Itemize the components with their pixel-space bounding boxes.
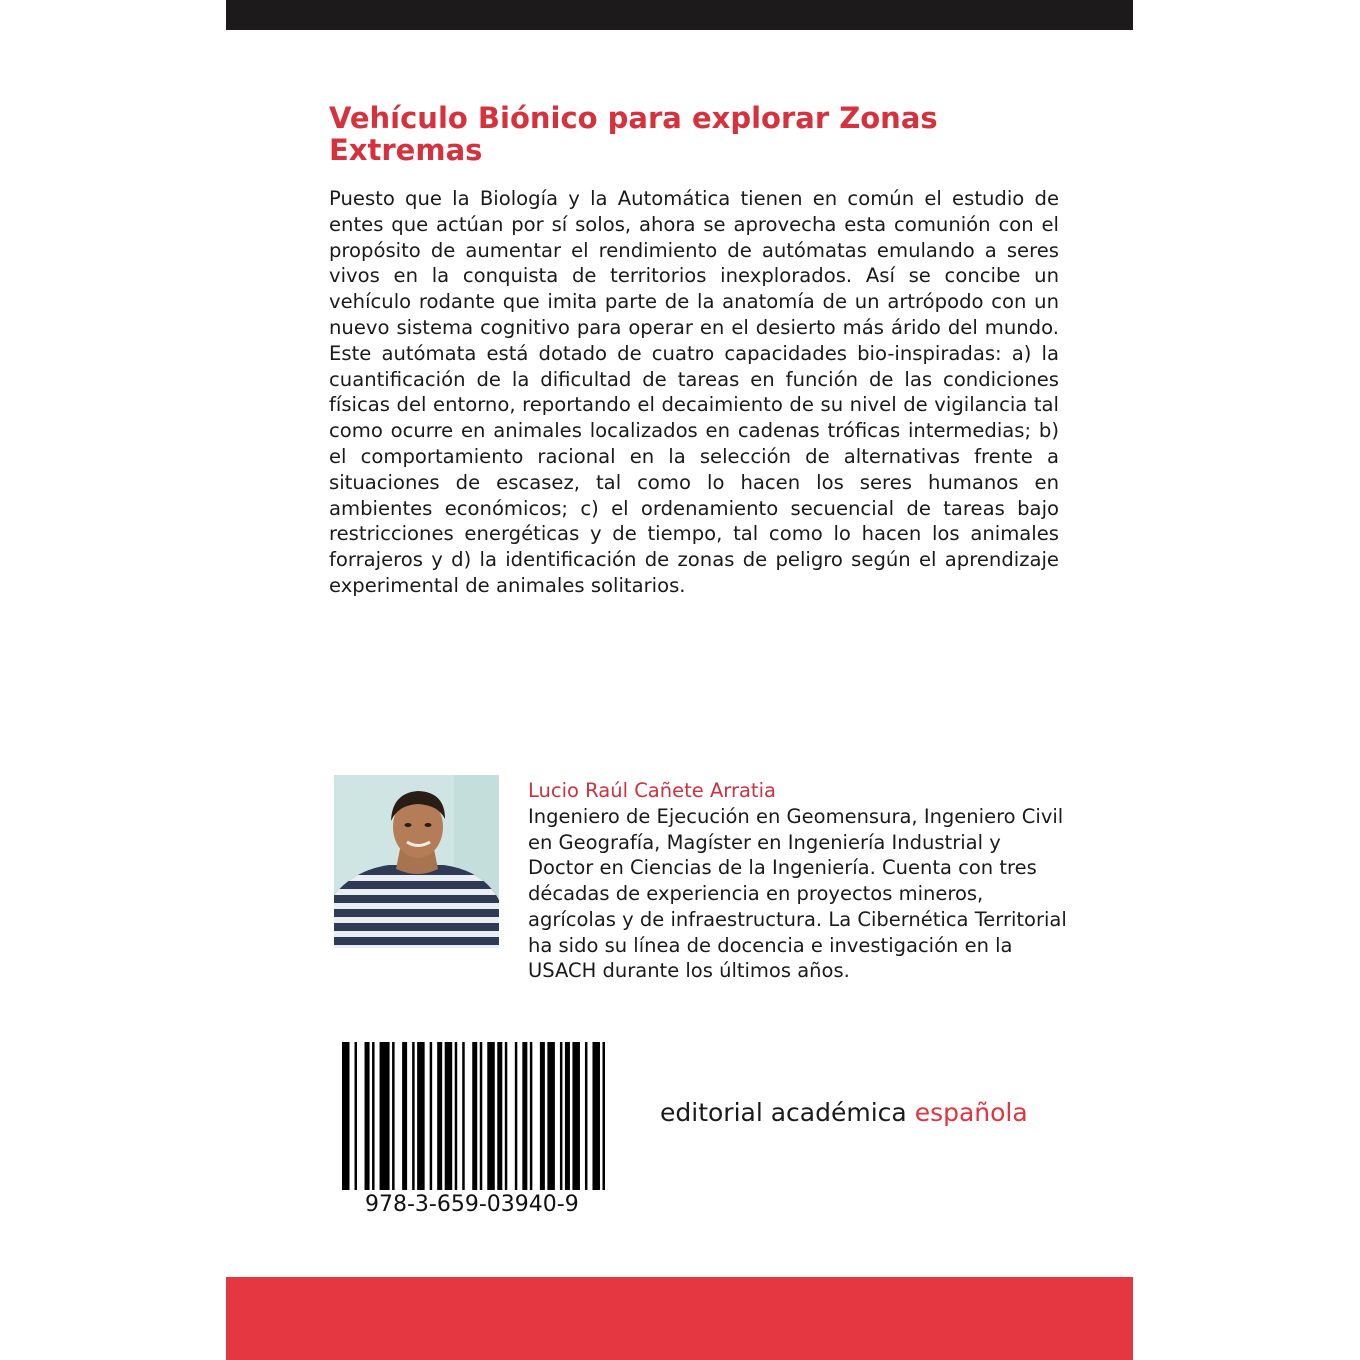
barcode-bar <box>480 1042 483 1190</box>
top-band <box>226 0 1133 30</box>
barcode-bar <box>430 1042 433 1190</box>
barcode-bar <box>547 1042 555 1190</box>
barcode-bar <box>365 1042 370 1190</box>
barcode-bar <box>462 1042 465 1190</box>
barcode-bar <box>497 1042 502 1190</box>
author-photo <box>334 775 499 948</box>
isbn-barcode <box>342 1042 610 1190</box>
barcode-bar <box>392 1042 395 1190</box>
barcode-bar <box>472 1042 477 1190</box>
barcode-bar <box>380 1042 390 1190</box>
barcode-bar <box>530 1042 533 1190</box>
barcode-bar <box>445 1042 453 1190</box>
book-blurb: Puesto que la Biología y la Automática tienen en común el estudio de entes que actúan por sí solos, ahora se aprovecha esta comunión con el propósito de aumentar el rendimiento de autómatas emulando a seres vivos en la conquista de territorios inexplorados. Así se concibe un vehículo rodante que imita parte de la anatomía de un artrópodo con un nuevo sistema cognitivo para operar en el desierto más árido del mundo. Este autómata está dotado de cuatro capacidades bio-inspiradas: a) la cuantificación de la dificultad de tareas en función de las condiciones físicas del entorno, reportando el decaimiento de su nivel de vigilancia tal como ocurre en animales localizados en cadenas tróficas intermedias; b) el comportamiento racional en la selección de alternativas frente a situaciones de escasez, tal como lo hacen los seres humanos en ambientes económicos; c) el ordenamiento secuencial de tareas bajo restricciones energéticas y de tiempo, tal como lo hacen los animales forrajeros y d) la identificación de zonas de peligro según el aprendizaje experimental de animales solitarios. <box>329 187 1059 597</box>
barcode-bar <box>355 1042 358 1190</box>
barcode-bar <box>585 1042 588 1190</box>
barcode-bar <box>372 1042 375 1190</box>
barcode-bar <box>515 1042 518 1190</box>
publisher-name-accent: española <box>914 1098 1028 1127</box>
publisher-logo <box>660 1096 1028 1130</box>
author-bio: Ingeniero de Ejecución en Geomensura, Ingeniero Civil en Geografía, Magíster en Ingeniería Industrial y Doctor en Ciencias de la Ingeniería. Cuenta con tres décadas de experiencia en proyectos mineros, agrícolas y de infraestructura. La Cibernética Territorial ha sido su línea de docencia e investigación en la USACH durante los últimos años. <box>528 805 1067 983</box>
bottom-band <box>226 1277 1133 1360</box>
barcode-bar <box>522 1042 527 1190</box>
barcode-bar <box>602 1042 605 1190</box>
barcode-bar <box>572 1042 580 1190</box>
book-back-cover <box>226 0 1133 1360</box>
barcode-bar <box>540 1042 545 1190</box>
barcode-bar <box>455 1042 458 1190</box>
barcode-bar <box>402 1042 407 1190</box>
barcode-bar <box>505 1042 508 1190</box>
barcode-bar <box>412 1042 415 1190</box>
barcode-bar <box>417 1042 425 1190</box>
isbn-number: 978-3-659-03940-9 <box>365 1192 579 1217</box>
barcode-bar <box>592 1042 600 1190</box>
barcode-bar <box>565 1042 570 1190</box>
author-name: Lucio Raúl Cañete Arratia <box>528 779 776 802</box>
author-portrait-image <box>334 775 499 948</box>
publisher-name: editorial académica <box>660 1098 907 1127</box>
barcode-bar <box>487 1042 495 1190</box>
barcode-bar <box>560 1042 563 1190</box>
barcode-bar <box>437 1042 442 1190</box>
book-title: Vehículo Biónico para explorar Zonas Extremas <box>329 101 938 167</box>
barcode-bar <box>342 1042 350 1190</box>
